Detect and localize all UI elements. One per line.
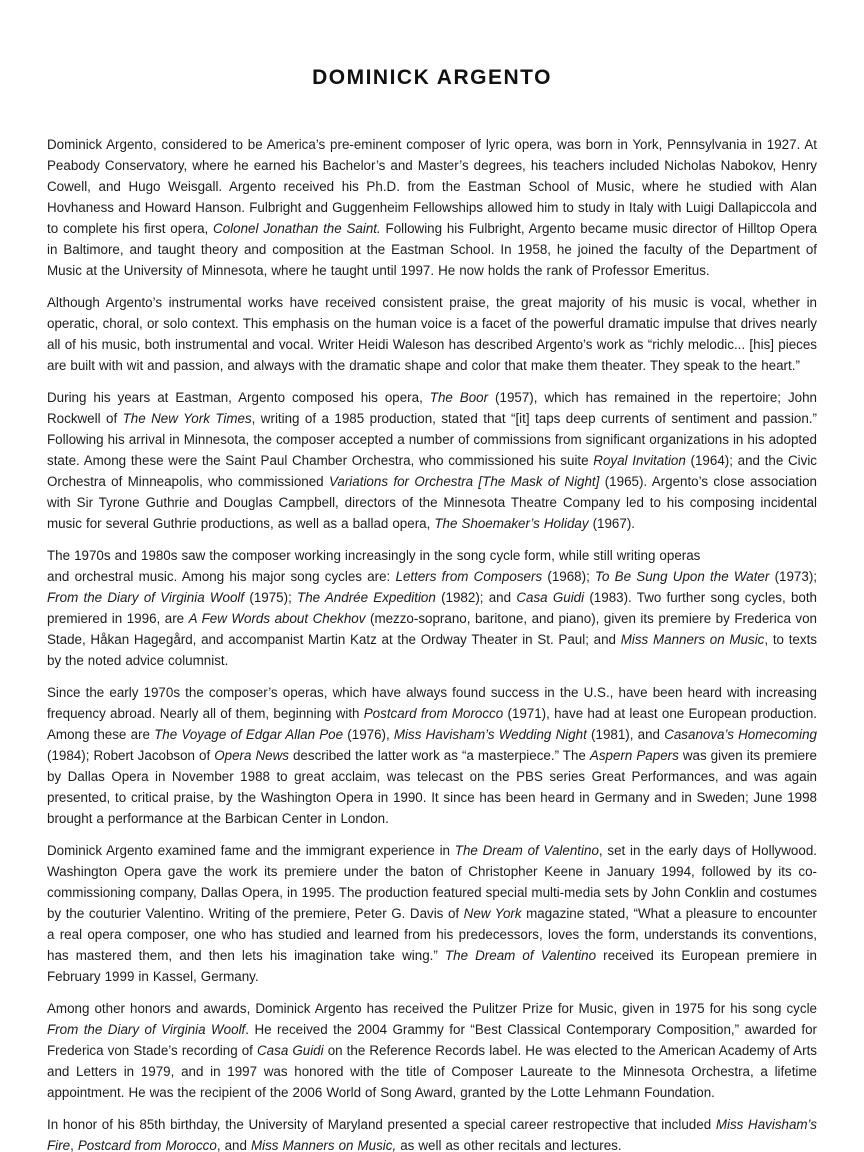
work-title: Casa Guidi [257,1043,324,1058]
work-title: The New York Times [122,411,252,426]
work-title: Miss Manners on Music, [250,1138,397,1152]
work-title: To Be Sung Upon the Water [595,569,770,584]
work-title: From the Diary of Virginia Woolf [47,1022,246,1037]
paragraph: Although Argento’s instrumental works have received consistent praise, the great majority of his music is vocal, whether in operatic, choral, or solo context. This emphasis on the human voice is a facet of the powerful dramatic impulse that drives nearly all of his music, both instrumental and vocal. Writer Heidi Waleson has described Argento’s work as “richly melodic... [his] pieces are built with wit and passion, and always with the dramatic shape and color that make them theater. They speak to the heart.” [47,295,817,373]
paragraph: Since the early 1970s the composer’s operas, which have always found success in the U.S., have been heard with increasing frequency abroad. Nearly all of them, beginning with Postcard from Morocco (1971), have had at least one European production. Among these are The Voyage of Edgar Allan Poe (1976), Miss Havisham’s Wedding Night (1981), and Casanova’s Homecoming (1984); Robert Jacobson of Opera News described the latter work as “a masterpiece.” The Aspern Papers was given its premiere by Dallas Opera in November 1988 to great acclaim, was telecast on the PBS series Great Performances, and was again presented, to critical praise, by the Washington Opera in 1990. It since has been heard in Germany and in Sweden; June 1998 brought a performance at the Barbican Center in London. [47,685,818,826]
work-title: Miss Manners on Music [620,632,765,647]
work-title: From the Diary of Virginia Woolf [47,590,245,605]
work-title: Colonel Jonathan the Saint. [213,221,381,236]
work-title: Opera News [214,748,289,763]
work-title: Variations for Orchestra [The Mask of Night] [328,474,600,489]
work-title: Royal Invitation [593,453,686,468]
paragraph: In honor of his 85th birthday, the University of Maryland presented a special career restropective that included Miss Havisham’s Fire, Postcard from Morocco, and Miss Manners on Music, as well as other recitals and lectures. [47,1117,817,1152]
work-title: Casanova’s Homecoming [664,727,817,742]
work-title: The Boor [429,390,489,405]
work-title: Aspern Papers [589,748,679,763]
page-title: DOMINICK ARGENTO [312,66,552,89]
paragraph: The 1970s and 1980s saw the composer working increasingly in the song cycle form, while still writing operas and orchestral music. Among his major song cycles are: Letters from Composers (1968); To Be Sung Upon the Water (1973); From the Diary of Virginia Woolf (1975); The Andrée Expedition (1982); and Casa Guidi (1983). Two further song cycles, both premiered in 1996, are A Few Words about Chekhov (mezzo-soprano, baritone, and piano), given its premiere by Frederica von Stade, Håkan Hagegård, and accompanist Martin Katz at the Ordway Theater in St. Paul; and Miss Manners on Music, to texts by the noted advice columnist. [47,548,818,668]
work-title: The Shoemaker’s Holiday [434,516,589,531]
work-title: Miss Havisham’s Fire [47,1117,817,1152]
paragraph: Dominick Argento examined fame and the immigrant experience in The Dream of Valentino, set in the early days of Hollywood. Washington Opera gave the work its premiere under the baton of Christopher Keene in January 1994, followed by its co-commissioning company, Dallas Opera, in 1995. The production featured special multi-media sets by John Conklin and costumes by the couturier Valentino. Writing of the premiere, Peter G. Davis of New York magazine stated, “What a pleasure to encounter a real opera composer, one who has studied and learned from his predecessors, loves the form, understands its conventions, has mastered them, and then lets his imagination take wing.” The Dream of Valentino received its European premiere in February 1999 in Kassel, Germany. [47,843,817,984]
biography-text [47,134,817,1152]
paragraph: Among other honors and awards, Dominick Argento has received the Pulitzer Prize for Music, given in 1975 for his song cycle From the Diary of Virginia Woolf. He received the 2004 Grammy for “Best Classical Contemporary Composition,” awarded for Frederica von Stade’s recording of Casa Guidi on the Reference Records label. He was elected to the American Academy of Arts and Letters in 1979, and in 1997 was honored with the title of Composer Laureate to the Minnesota Orchestra, a lifetime appointment. He was the recipient of the 2006 World of Song Award, granted by the Lotte Lehmann Foundation. [47,1001,818,1100]
work-title: Postcard from Morocco [363,706,504,721]
work-title: The Andrée Expedition [297,590,436,605]
work-title: Miss Havisham’s Wedding Night [393,727,587,742]
work-title: The Voyage of Edgar Allan Poe [154,727,344,742]
work-title: The Dream of Valentino [444,948,597,963]
paragraph: During his years at Eastman, Argento composed his opera, The Boor (1957), which has remained in the repertoire; John Rockwell of The New York Times, writing of a 1985 production, stated that “[it] taps deep currents of sentiment and passion.” Following his arrival in Minnesota, the composer accepted a number of commissions from significant organizations in his adopted state. Among these were the Saint Paul Chamber Orchestra, who commissioned his suite Royal Invitation (1964); and the Civic Orchestra of Minneapolis, who commissioned Variations for Orchestra [The Mask of Night] (1965). Argento’s close association with Sir Tyrone Guthrie and Douglas Campbell, directors of the Minnesota Theatre Company led to his composing incidental music for several Guthrie productions, as well as a ballad opera, The Shoemaker’s Holiday (1967). [47,390,817,531]
work-title: A Few Words about Chekhov [188,611,366,626]
work-title: Postcard from Morocco [77,1138,217,1152]
paragraph: Dominick Argento, considered to be America’s pre-eminent composer of lyric opera, was born in York, Pennsylvania in 1927. At Peabody Conservatory, where he earned his Bachelor’s and Master’s degrees, his teachers included Nicholas Nabokov, Henry Cowell, and Hugo Weisgall. Argento received his Ph.D. from the Eastman School of Music, where he studied with Alan Hovhaness and Howard Hanson. Fulbright and Guggenheim Fellowships allowed him to study in Italy with Luigi Dallapiccola and to complete his first opera, Colonel Jonathan the Saint. Following his Fulbright, Argento became music director of Hilltop Opera in Baltimore, and taught theory and composition at the Eastman School. In 1958, he joined the faculty of the Department of Music at the University of Minnesota, where he taught until 1997. He now holds the rank of Professor Emeritus. [47,137,817,278]
work-title: The Dream of Valentino [454,843,599,858]
work-title: Letters from Composers [395,569,543,584]
work-title: New York [463,906,522,921]
work-title: Casa Guidi [516,590,585,605]
